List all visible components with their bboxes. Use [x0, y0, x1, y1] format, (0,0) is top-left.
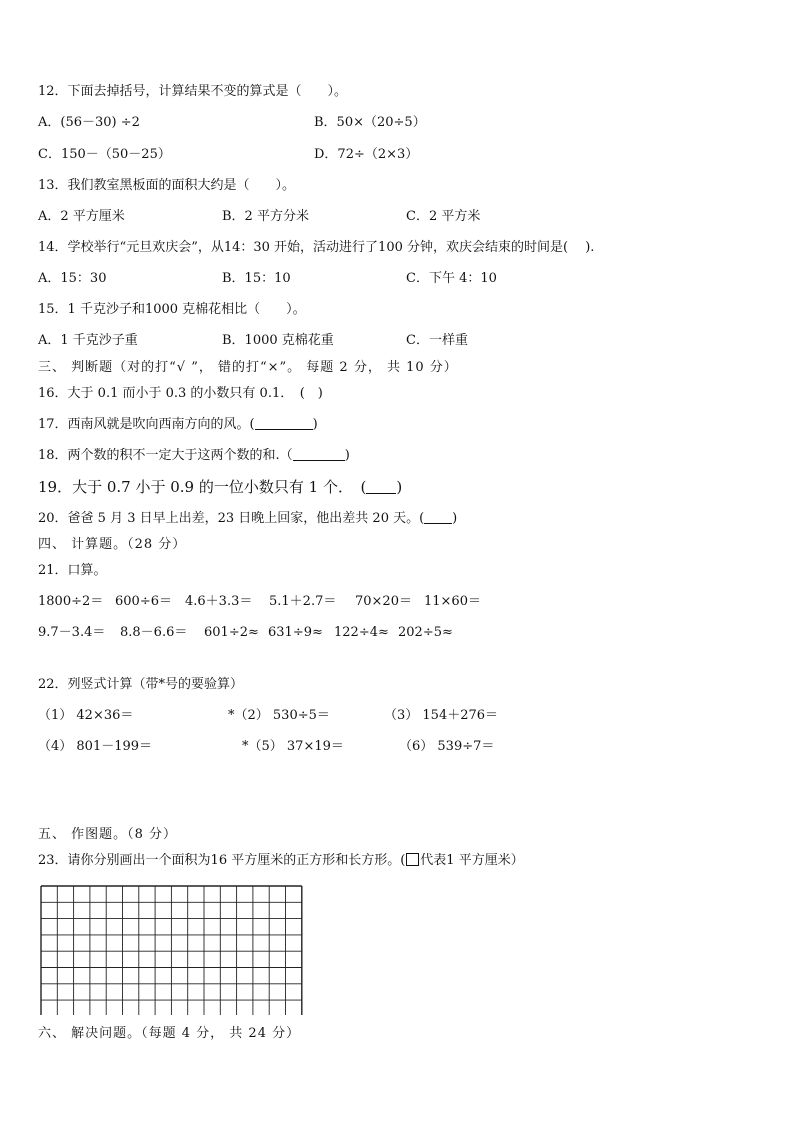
q22-item-2: *（2） 530÷5＝ — [228, 708, 330, 723]
q21-r2-c2: 8.8－6.6＝ — [120, 625, 188, 640]
q17-text: 17．西南风就是吹向西南方向的风。( ) — [38, 417, 318, 432]
q22-item-5: *（5） 37×19＝ — [242, 739, 344, 754]
q21-r1-c1: 1800÷2＝ — [38, 594, 104, 609]
q22-item-3: （3） 154＋276＝ — [384, 708, 499, 723]
q13-option-a: A．2 平方厘米 — [38, 209, 125, 224]
q22-stem: 22．列竖式计算（带*号的要验算） — [38, 677, 244, 692]
q15-option-a: A．1 千克沙子重 — [38, 333, 138, 348]
q21-stem: 21．口算。 — [38, 563, 107, 578]
q21-r2-c5: 122÷4≈ — [334, 625, 389, 640]
drawing-grid[interactable] — [40, 885, 304, 1015]
q12-option-d: D．72÷（2×3） — [314, 147, 419, 162]
q20-text: 20．爸爸 5 月 3 日早上出差，23 日晚上回家，他出差共 20 天。( ) — [38, 511, 458, 526]
q12-option-c: C．150－（50－25） — [38, 147, 171, 162]
q15-stem: 15．1 千克沙子和1000 克棉花相比（ ）。 — [38, 302, 306, 317]
q22-item-4: （4） 801－199＝ — [38, 739, 153, 754]
section-6-heading: 六、 解决问题。（每题 4 分， 共 24 分） — [38, 1026, 301, 1041]
q16-text: 16．大于 0.1 而小于 0.3 的小数只有 0.1． ( ) — [38, 386, 323, 401]
q21-r2-c4: 631÷9≈ — [268, 625, 323, 640]
q13-option-c: C．2 平方米 — [406, 209, 481, 224]
unit-square-icon — [406, 853, 419, 866]
q14-option-b: B．15：10 — [222, 271, 291, 286]
q15-option-c: C．一样重 — [406, 333, 468, 348]
section-4-heading: 四、 计算题。（28 分） — [38, 537, 187, 552]
q14-option-c: C．下午 4：10 — [406, 271, 497, 286]
q23-text: 23．请你分别画出一个面积为16 平方厘米的正方形和长方形。( 代表1 平方厘米） — [38, 853, 524, 868]
q21-r2-c1: 9.7－3.4＝ — [38, 625, 106, 640]
q12-stem: 12．下面去掉括号，计算结果不变的算式是（ ）。 — [38, 84, 348, 99]
q14-stem: 14．学校举行“元旦欢庆会”，从14：30 开始，活动进行了100 分钟，欢庆会结束的时间是( ). — [38, 240, 595, 255]
q18-text: 18．两个数的积不一定大于这两个数的和.（ ) — [38, 448, 350, 463]
q21-r1-c2: 600÷6＝ — [115, 594, 172, 609]
section-5-heading: 五、 作图题。（8 分） — [38, 827, 178, 842]
q21-r2-c3: 601÷2≈ — [204, 625, 259, 640]
q13-option-b: B．2 平方分米 — [222, 209, 309, 224]
q21-r1-c3: 4.6＋3.3＝ — [185, 594, 253, 609]
section-3-heading: 三、 判断题（对的打“√ ”， 错的打“×”。 每题 2 分， 共 10 分） — [38, 360, 458, 375]
q14-option-a: A．15：30 — [38, 271, 107, 286]
q19-text: 19．大于 0.7 小于 0.9 的一位小数只有 1 个． ( ) — [38, 478, 403, 496]
q22-item-1: （1） 42×36＝ — [38, 708, 134, 723]
q21-r1-c6: 11×60＝ — [424, 594, 481, 609]
q12-option-a: A．(56－30) ÷2 — [38, 115, 140, 130]
q21-r1-c5: 70×20＝ — [355, 594, 412, 609]
q15-option-b: B．1000 克棉花重 — [222, 333, 334, 348]
q21-r1-c4: 5.1＋2.7＝ — [269, 594, 337, 609]
q12-option-b: B．50×（20÷5） — [314, 115, 426, 130]
q21-r2-c6: 202÷5≈ — [398, 625, 453, 640]
q13-stem: 13．我们教室黑板面的面积大约是（ ）。 — [38, 178, 296, 193]
q22-item-6: （6） 539÷7＝ — [399, 739, 495, 754]
